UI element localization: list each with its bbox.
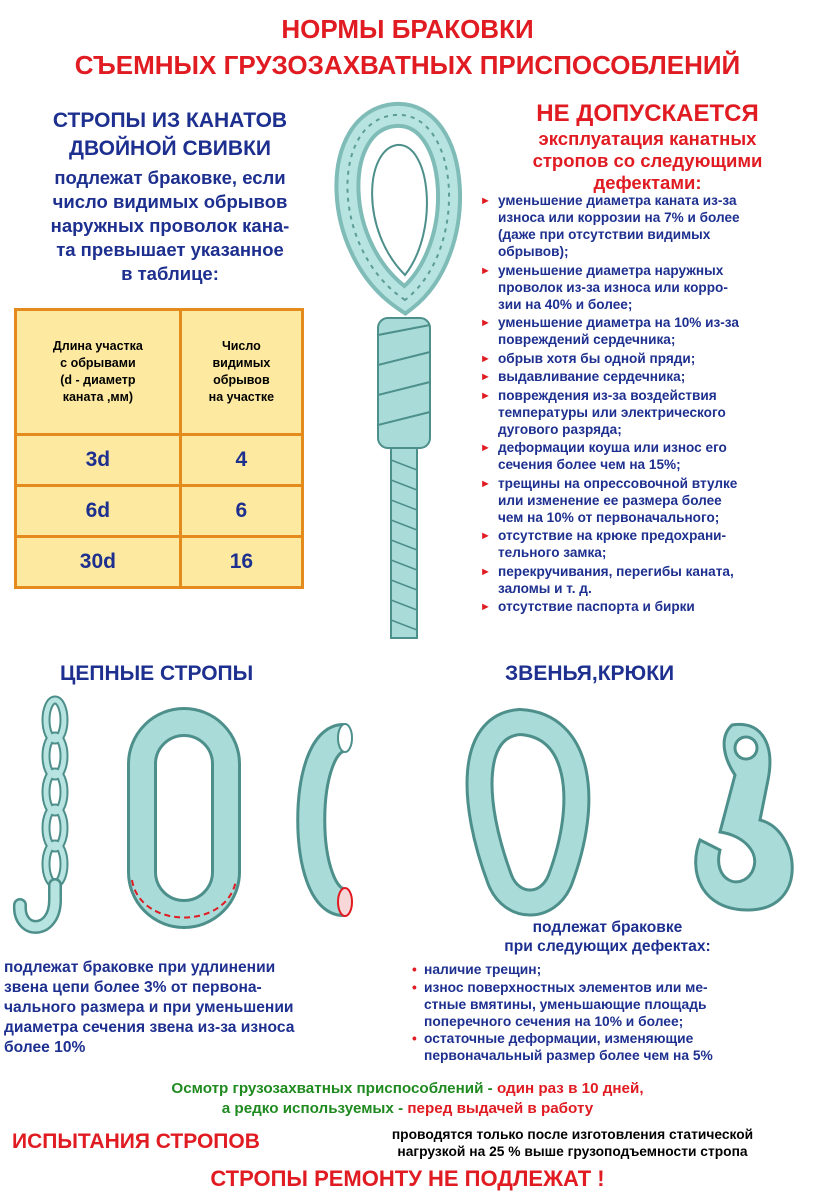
header-length-line: Длина участка <box>52 339 143 353</box>
defect-line: обрывов); <box>498 244 569 259</box>
defect-line: тельного замка; <box>498 545 607 560</box>
not-allowed-sub-3: дефектами: <box>593 172 702 193</box>
not-allowed-heading: НЕ ДОПУСКАЕТСЯ <box>536 100 759 127</box>
inspection-part-2: один раз в 10 дней, <box>496 1080 644 1097</box>
arrow-bullet-icon: ► <box>480 352 491 365</box>
inspection-part-1: Осмотр грузозахватных приспособлений - <box>171 1080 497 1097</box>
chain-text <box>4 958 404 1058</box>
tests-text <box>335 1126 810 1160</box>
defect-line: сечения более чем на 15%; <box>498 457 681 472</box>
worn-link-icon <box>311 724 352 916</box>
inspection-line-1 <box>0 1079 815 1099</box>
links-defect-line: поперечного сечения на 10% и более; <box>424 1013 684 1029</box>
tests-text-line: нагрузкой на 25 % выше грузоподъемности стропа <box>397 1144 748 1159</box>
header-breaks-line: обрывов <box>213 373 270 387</box>
arrow-bullet-icon: ► <box>480 601 491 613</box>
cell-length: 3d <box>16 435 181 486</box>
defect-line: чем на 10% от первоначального; <box>498 509 720 525</box>
list-item <box>410 961 810 978</box>
cell-breaks: 4 <box>180 435 302 486</box>
chain-text-line: звена цепи более 3% от первона- <box>4 979 262 996</box>
title-line-2: СЪЕМНЫХ ГРУЗОЗАХВАТНЫХ ПРИСПОСОБЛЕНИЙ <box>74 50 741 80</box>
chain-text-line: подлежат браковке при удлинении <box>4 959 276 976</box>
rope-heading-2: ДВОЙНОЙ СВИВКИ <box>69 137 271 160</box>
arrow-bullet-icon: ► <box>480 530 491 542</box>
arrow-bullet-icon: ► <box>480 264 491 277</box>
inspection-line-2 <box>0 1099 815 1119</box>
tests-title: ИСПЫТАНИЯ СТРОПОВ <box>12 1130 260 1153</box>
links-defect-line: первоначальный размер более чем на 5% <box>424 1048 713 1063</box>
cargo-hook-icon <box>696 724 793 910</box>
dot-bullet-icon: • <box>412 1031 417 1046</box>
arrow-bullet-icon: ► <box>480 371 491 383</box>
defect-line: зии на 40% и более; <box>498 296 633 312</box>
arrow-bullet-icon: ► <box>480 477 491 490</box>
defect-line: износа или коррозии на 7% и более <box>498 210 740 225</box>
chain-sling-icon <box>20 700 64 927</box>
rope-sub-4: та превышает указанное <box>56 239 284 260</box>
chain-text-line: чального размера и при уменьшении <box>4 999 294 1016</box>
cell-length: 6d <box>16 486 181 537</box>
arrow-bullet-icon: ► <box>480 442 491 454</box>
header-length-line: (d - диаметр <box>60 373 136 387</box>
rope-heading-1: СТРОПЫ ИЗ КАНАТОВ <box>52 109 288 132</box>
links-defect-line: остаточные деформации, изменяющие <box>424 1031 694 1046</box>
arrow-bullet-icon: ► <box>480 195 491 207</box>
dot-bullet-icon: • <box>412 962 417 977</box>
inspection-part-3: а редко используемых - <box>221 1100 408 1117</box>
header-breaks-line: на участке <box>208 390 275 404</box>
links-sub-1: подлежат браковке <box>532 919 683 936</box>
defect-line: повреждений сердечника; <box>498 332 676 347</box>
header-length-line: каната ,мм) <box>62 390 134 404</box>
links-heading: ЗВЕНЬЯ,КРЮКИ <box>505 662 675 685</box>
arrow-bullet-icon: ► <box>480 565 491 578</box>
defect-line: обрыв хотя бы одной пряди; <box>498 350 696 366</box>
defect-line: деформации коуша или износ его <box>498 440 727 455</box>
list-item <box>410 979 810 1030</box>
header-breaks-line: видимых <box>212 356 271 370</box>
rope-sub-1: подлежат браковке, если <box>54 167 286 188</box>
links-defect-line: износ поверхностных элементов или ме- <box>424 979 708 995</box>
defect-line: (даже при отсутствии видимых <box>498 227 711 242</box>
links-defects-list <box>410 961 810 1065</box>
defect-line: температуры или электрического <box>498 404 726 420</box>
chain-text-line: диаметра сечения звена из-за износа <box>4 1019 295 1036</box>
defect-line: выдавливание сердечника; <box>498 369 686 384</box>
final-warning: СТРОПЫ РЕМОНТУ НЕ ПОДЛЕЖАТ ! <box>210 1166 605 1191</box>
arrow-bullet-icon: ► <box>480 389 491 402</box>
rope-sub-3: наружных проволок кана- <box>50 215 290 236</box>
header-breaks-line: Число <box>221 339 261 353</box>
list-item <box>410 1030 810 1064</box>
elongated-link-icon <box>132 722 236 918</box>
cell-breaks: 6 <box>180 486 302 537</box>
links-sub-2: при следующих дефектах: <box>504 938 711 955</box>
rope-sub-2: число видимых обрывов <box>52 191 288 212</box>
defect-line: заломы и т. д. <box>498 580 592 596</box>
defect-line: или изменение ее размера более <box>498 492 722 508</box>
links-defect-line: стные вмятины, уменьшающие площадь <box>424 996 707 1012</box>
defect-line: отсутствие паспорта и бирки <box>498 599 695 614</box>
title-line-1: НОРМЫ БРАКОВКИ <box>281 14 534 44</box>
rope-sub-5: в таблице: <box>121 263 219 284</box>
chain-text-line: более 10% <box>4 1039 86 1056</box>
dot-bullet-icon: • <box>412 979 417 995</box>
defect-line: уменьшение диаметра каната из-за <box>498 193 737 208</box>
tests-text-line: проводятся только после изготовления статической <box>391 1127 754 1142</box>
cell-length: 30d <box>16 537 181 588</box>
defect-line: трещины на опрессовочной втулке <box>498 475 738 491</box>
not-allowed-sub-1: эксплуатация канатных <box>538 128 757 149</box>
defect-line: проволок из-за износа или корро- <box>498 279 728 295</box>
defect-line: уменьшение диаметра на 10% из-за <box>498 315 739 330</box>
inspection-part-4: перед выдачей в работу <box>407 1100 594 1117</box>
not-allowed-sub-2: стропов со следующими <box>532 150 763 171</box>
defect-line: уменьшение диаметра наружных <box>498 262 724 278</box>
defect-line: дугового разряда; <box>498 421 622 437</box>
arrow-bullet-icon: ► <box>480 317 491 329</box>
defect-line: повреждения из-за воздействия <box>498 387 717 403</box>
cell-breaks: 16 <box>180 537 302 588</box>
pear-link-icon <box>480 722 577 903</box>
links-defect-line: наличие трещин; <box>424 962 542 977</box>
header-length-line: с обрывами <box>60 356 136 370</box>
defect-line: отсутствие на крюке предохрани- <box>498 528 727 543</box>
defect-line: перекручивания, перегибы каната, <box>498 563 734 579</box>
chain-heading: ЦЕПНЫЕ СТРОПЫ <box>60 662 254 685</box>
